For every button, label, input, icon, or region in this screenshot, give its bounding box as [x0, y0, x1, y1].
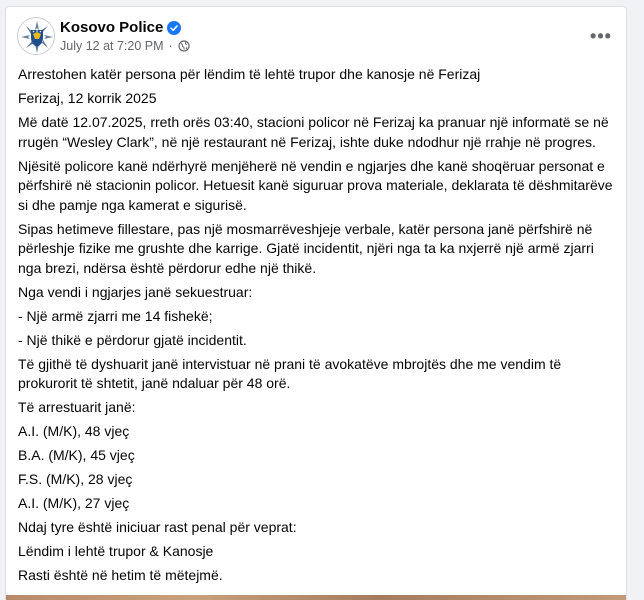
post-paragraph: Të arrestuarit janë:: [18, 399, 136, 415]
page-avatar[interactable]: [17, 17, 55, 55]
post-paragraph: - Një thikë e përdorur gjatë incidentit.: [18, 331, 247, 348]
post-paragraph: - Një armë zjarri me 14 fishekë;: [18, 307, 213, 324]
meta-separator: ·: [168, 39, 173, 53]
post-paragraph: Ferizaj, 12 korrik 2025: [18, 90, 157, 106]
post-paragraph: A.I. (M/K), 48 vjeç: [18, 423, 130, 439]
more-options-button[interactable]: [586, 21, 616, 51]
post-paragraph: A.I. (M/K), 27 vjeç: [18, 495, 130, 511]
post-image-preview[interactable]: [6, 595, 626, 600]
post-paragraph: F.S. (M/K), 28 vjeç: [18, 471, 133, 487]
post-paragraph: Të gjithë të dyshuarit janë intervistuar në prani të avokatëve mbrojtës dhe me vendim të prokurorit të shtetit, janë ndaluar për 48 orë.: [18, 355, 562, 391]
post-body: [18, 65, 616, 590]
post-paragraph: Nga vendi i ngjarjes janë sekuestruar:: [18, 283, 253, 300]
page-name[interactable]: Kosovo Police: [60, 19, 164, 36]
more-options-icon: •••: [590, 25, 612, 46]
post-header: [6, 7, 626, 63]
verified-badge-icon: [167, 21, 181, 35]
kosovo-police-emblem-icon: [18, 18, 55, 55]
post-paragraph: B.A. (M/K), 45 vjeç: [18, 447, 135, 463]
post-paragraph: Njësitë policore kanë ndërhyrë menjëherë në vendin e ngjarjes dhe kanë shoqëruar personat e përfshirë në stacionin policor. Hetuesit kanë siguruar prova materiale, deklarata të dëshmitarëve si dhe pamje nga kamerat e sigurisë.: [18, 157, 613, 213]
post-paragraph: Më datë 12.07.2025, rreth orës 03:40, stacioni policor në Ferizaj ka pranuar një informatë se në rrugën “Wesley Clark”, në një restaurant në Ferizaj, ishte duke ndodhur një rrahje në progres.: [18, 114, 609, 150]
post-paragraph: Ndaj tyre është iniciuar rast penal për veprat:: [18, 519, 297, 535]
post-paragraph: Rasti është në hetim të mëtejmë.: [18, 567, 223, 583]
post-timestamp[interactable]: July 12 at 7:20 PM: [60, 39, 164, 53]
globe-icon[interactable]: [178, 40, 190, 52]
post-paragraph: Lëndim i lehtë trupor & Kanosje: [18, 543, 214, 559]
page-name-link[interactable]: [60, 19, 181, 36]
post-paragraph: Arrestohen katër persona për lëndim të lehtë trupor dhe kanosje në Ferizaj: [18, 66, 481, 82]
post-card: [5, 6, 627, 600]
post-meta: [60, 39, 190, 53]
post-paragraph: Sipas hetimeve fillestare, pas një mosmarrëveshjeje verbale, katër persona janë përfshirë në përleshje fizike me grushte dhe karrige. Gjatë incidentit, njëri nga ta ka nxjerrë një armë zjarri nga brezi, ndërsa është përdorur edhe një thikë.: [18, 220, 594, 276]
